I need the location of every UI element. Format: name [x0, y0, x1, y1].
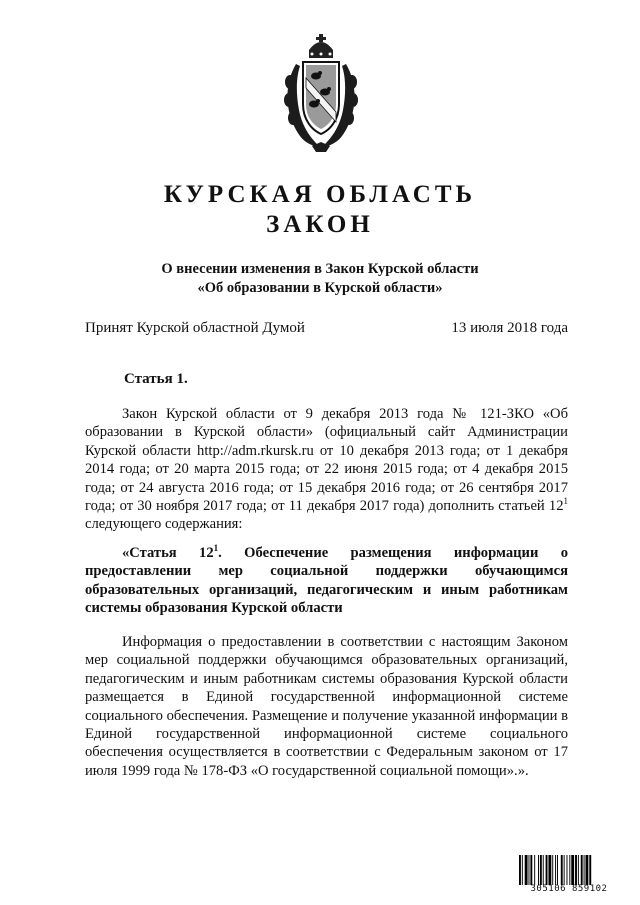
barcode-bar — [571, 855, 574, 885]
region-title: КУРСКАЯ ОБЛАСТЬ — [163, 181, 477, 208]
barcode-bar — [581, 855, 583, 885]
law-title-line-1: О внесении изменения в Закон Курской области — [161, 261, 479, 277]
barcode-bar — [578, 855, 579, 885]
new-article-heading — [85, 544, 568, 618]
new-article-body: Информация о предоставлении в соответствии с настоящим Законом мер социальной поддержки обучающимся образовательных организаций, педагогическим и иным работникам системы образования Курской области размещается в Единой государственной информационной системе социального обеспечения. Размещение и получение указанной информации в Единой государственной информационной системе социального обеспечения осуществляется в соответствии с Федеральным законом от 17 июля 1999 года № 178-ФЗ «О государственной социальной помощи».». — [85, 634, 568, 779]
new-article-title: . Обеспечение размещения информации о предоставлении мер социальной поддержки обучающимся образовательных организаций, педагогическим и иным работникам системы образования Курской области — [85, 545, 568, 617]
law-title-line-2: «Об образовании в Курской области» — [197, 280, 443, 296]
barcode-bar — [519, 855, 521, 885]
adoption-line — [85, 320, 568, 337]
barcode-bar — [575, 855, 577, 885]
barcode-bar — [534, 855, 535, 885]
barcode-bar — [529, 855, 530, 885]
barcode-bar — [546, 855, 548, 885]
barcode-bar — [584, 855, 585, 885]
barcode-bar — [555, 855, 556, 885]
new-article-superscript: 1 — [213, 543, 219, 553]
barcode-bar — [540, 855, 542, 885]
article-label: Статья 1. — [124, 371, 188, 387]
barcode — [519, 855, 619, 885]
barcode-bar — [564, 855, 565, 885]
barcode-bar — [569, 855, 570, 885]
barcode-bar — [552, 855, 553, 885]
barcode-bar — [586, 855, 589, 885]
barcode-number: 305106 859102 — [530, 884, 608, 894]
new-article-prefix: «Статья 12 — [122, 545, 214, 561]
barcode-bar — [530, 855, 532, 885]
barcode-bar — [589, 855, 591, 885]
barcode-bar — [522, 855, 523, 885]
document-type-title: ЗАКОН — [266, 211, 374, 238]
barcode-bar — [525, 855, 528, 885]
amendment-text-end: следующего содержания: — [85, 516, 243, 533]
adopted-by: Принят Курской областной Думой — [85, 320, 305, 336]
barcode-bar — [561, 855, 563, 885]
barcode-bar — [567, 855, 568, 885]
barcode-bar — [543, 855, 544, 885]
barcode-bar — [538, 855, 539, 885]
amendment-text: Закон Курской области от 9 декабря 2013 года № 121-ЗКО «Об образовании в Курской области» (официальный сайт Администрации Курской области http://adm.rkursk.ru от 10 декабря 2013 года; от 1 декабря 2014 года; от 20 марта 2015 года; от 22 июня 2015 года; от 4 декабря 2015 года; от 24 августа 2016 года; от 15 декабря 2016 года; от 26 сентября 2017 года; от 30 ноября 2017 года; от 11 декабря 2017 года) дополнить статьей 12 — [85, 406, 568, 515]
adoption-date: 13 июля 2018 года — [451, 320, 568, 336]
barcode-bar — [557, 855, 558, 885]
amendment-paragraph — [85, 405, 568, 534]
amendment-superscript: 1 — [563, 496, 568, 507]
barcode-bar — [548, 855, 551, 885]
coat-of-arms-emblem — [282, 34, 360, 152]
